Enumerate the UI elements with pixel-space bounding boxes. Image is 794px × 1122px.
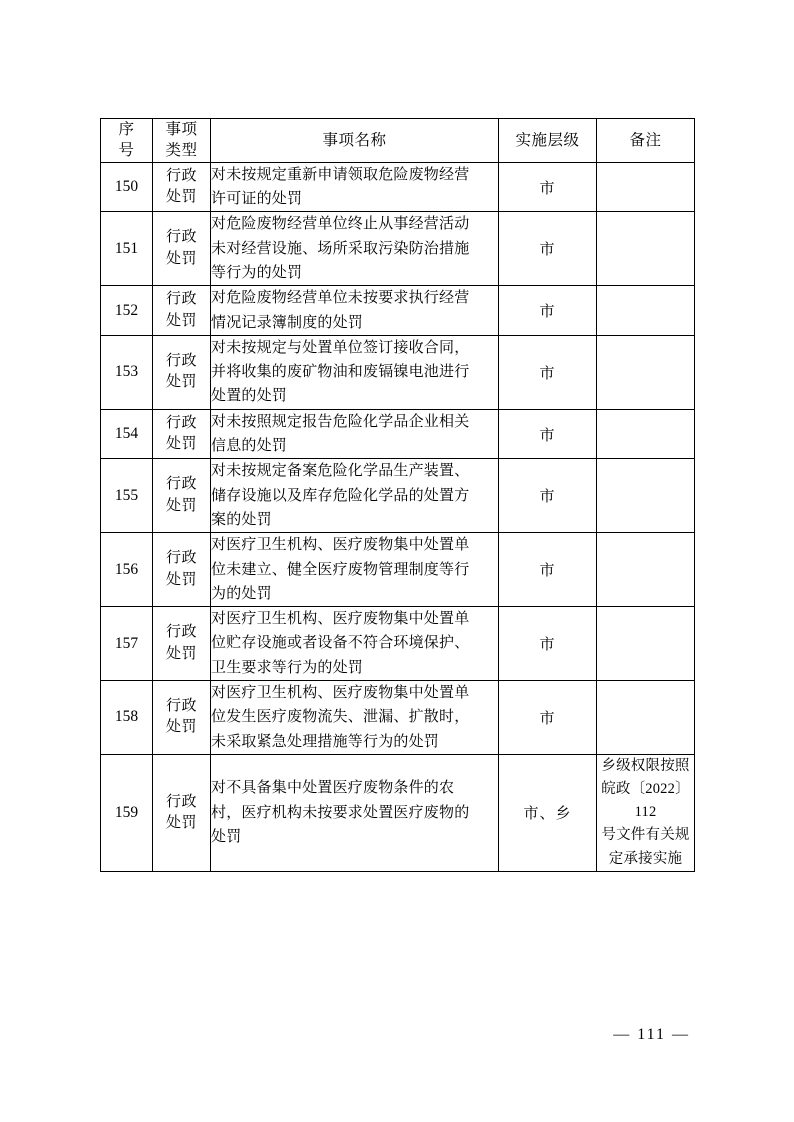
cell-remark (597, 335, 695, 409)
cell-remark (597, 607, 695, 681)
cell-name: 对危险废物经营单位终止从事经营活动 未对经营设施、场所采取污染防治措施 等行为的处罚 (211, 212, 499, 286)
table-row (101, 459, 695, 533)
cell-remark (597, 409, 695, 459)
cell-level: 市 (499, 680, 597, 754)
cell-type: 行政 处罚 (153, 335, 211, 409)
cell-seq: 151 (101, 212, 153, 286)
cell-seq: 156 (101, 533, 153, 607)
table-row (101, 212, 695, 286)
cell-type: 行政 处罚 (153, 409, 211, 459)
table-row (101, 754, 695, 871)
cell-seq: 159 (101, 754, 153, 871)
cell-type: 行政 处罚 (153, 162, 211, 212)
cell-level: 市 (499, 212, 597, 286)
cell-level: 市 (499, 409, 597, 459)
page-footer: — 111 — (613, 1026, 690, 1043)
cell-level: 市 (499, 533, 597, 607)
cell-seq: 152 (101, 286, 153, 336)
cell-level: 市、乡 (499, 754, 597, 871)
cell-seq: 150 (101, 162, 153, 212)
header-level: 实施层级 (499, 119, 597, 163)
cell-type: 行政 处罚 (153, 459, 211, 533)
items-table (100, 118, 695, 872)
cell-name: 对未按规定与处置单位签订接收合同， 并将收集的废矿物油和废镉镍电池进行 处置的处罚 (211, 335, 499, 409)
cell-level: 市 (499, 162, 597, 212)
cell-name: 对医疗卫生机构、医疗废物集中处置单 位发生医疗废物流失、泄漏、扩散时， 未采取紧急处理措施等行为的处罚 (211, 680, 499, 754)
cell-seq: 158 (101, 680, 153, 754)
table-header-row (101, 119, 695, 163)
cell-level: 市 (499, 459, 597, 533)
cell-remark (597, 286, 695, 336)
cell-seq: 153 (101, 335, 153, 409)
cell-name: 对不具备集中处置医疗废物条件的农 村，医疗机构未按要求处置医疗废物的 处罚 (211, 754, 499, 871)
table-row (101, 162, 695, 212)
cell-level: 市 (499, 286, 597, 336)
cell-type: 行政 处罚 (153, 212, 211, 286)
table-row (101, 335, 695, 409)
table-row (101, 533, 695, 607)
cell-type: 行政 处罚 (153, 286, 211, 336)
cell-seq: 157 (101, 607, 153, 681)
cell-seq: 154 (101, 409, 153, 459)
cell-type: 行政 处罚 (153, 607, 211, 681)
cell-remark (597, 162, 695, 212)
cell-level: 市 (499, 335, 597, 409)
header-remark: 备注 (597, 119, 695, 163)
cell-name: 对未按照规定报告危险化学品企业相关 信息的处罚 (211, 409, 499, 459)
table-row (101, 607, 695, 681)
cell-type: 行政 处罚 (153, 754, 211, 871)
cell-name: 对医疗卫生机构、医疗废物集中处置单 位未建立、健全医疗废物管理制度等行 为的处罚 (211, 533, 499, 607)
cell-remark: 乡级权限按照 皖政〔2022〕112 号文件有关规 定承接实施 (597, 754, 695, 871)
table-row (101, 409, 695, 459)
cell-level: 市 (499, 607, 597, 681)
cell-remark (597, 212, 695, 286)
cell-name: 对危险废物经营单位未按要求执行经营 情况记录簿制度的处罚 (211, 286, 499, 336)
header-seq: 序 号 (101, 119, 153, 163)
cell-remark (597, 680, 695, 754)
header-type: 事项 类型 (153, 119, 211, 163)
cell-type: 行政 处罚 (153, 680, 211, 754)
cell-name: 对未按规定重新申请领取危险废物经营 许可证的处罚 (211, 162, 499, 212)
cell-name: 对未按规定备案危险化学品生产装置、 储存设施以及库存危险化学品的处置方 案的处罚 (211, 459, 499, 533)
cell-remark (597, 459, 695, 533)
cell-remark (597, 533, 695, 607)
table-row (101, 680, 695, 754)
cell-seq: 155 (101, 459, 153, 533)
header-name: 事项名称 (211, 119, 499, 163)
table-row (101, 286, 695, 336)
cell-type: 行政 处罚 (153, 533, 211, 607)
cell-name: 对医疗卫生机构、医疗废物集中处置单 位贮存设施或者设备不符合环境保护、 卫生要求等行为的处罚 (211, 607, 499, 681)
